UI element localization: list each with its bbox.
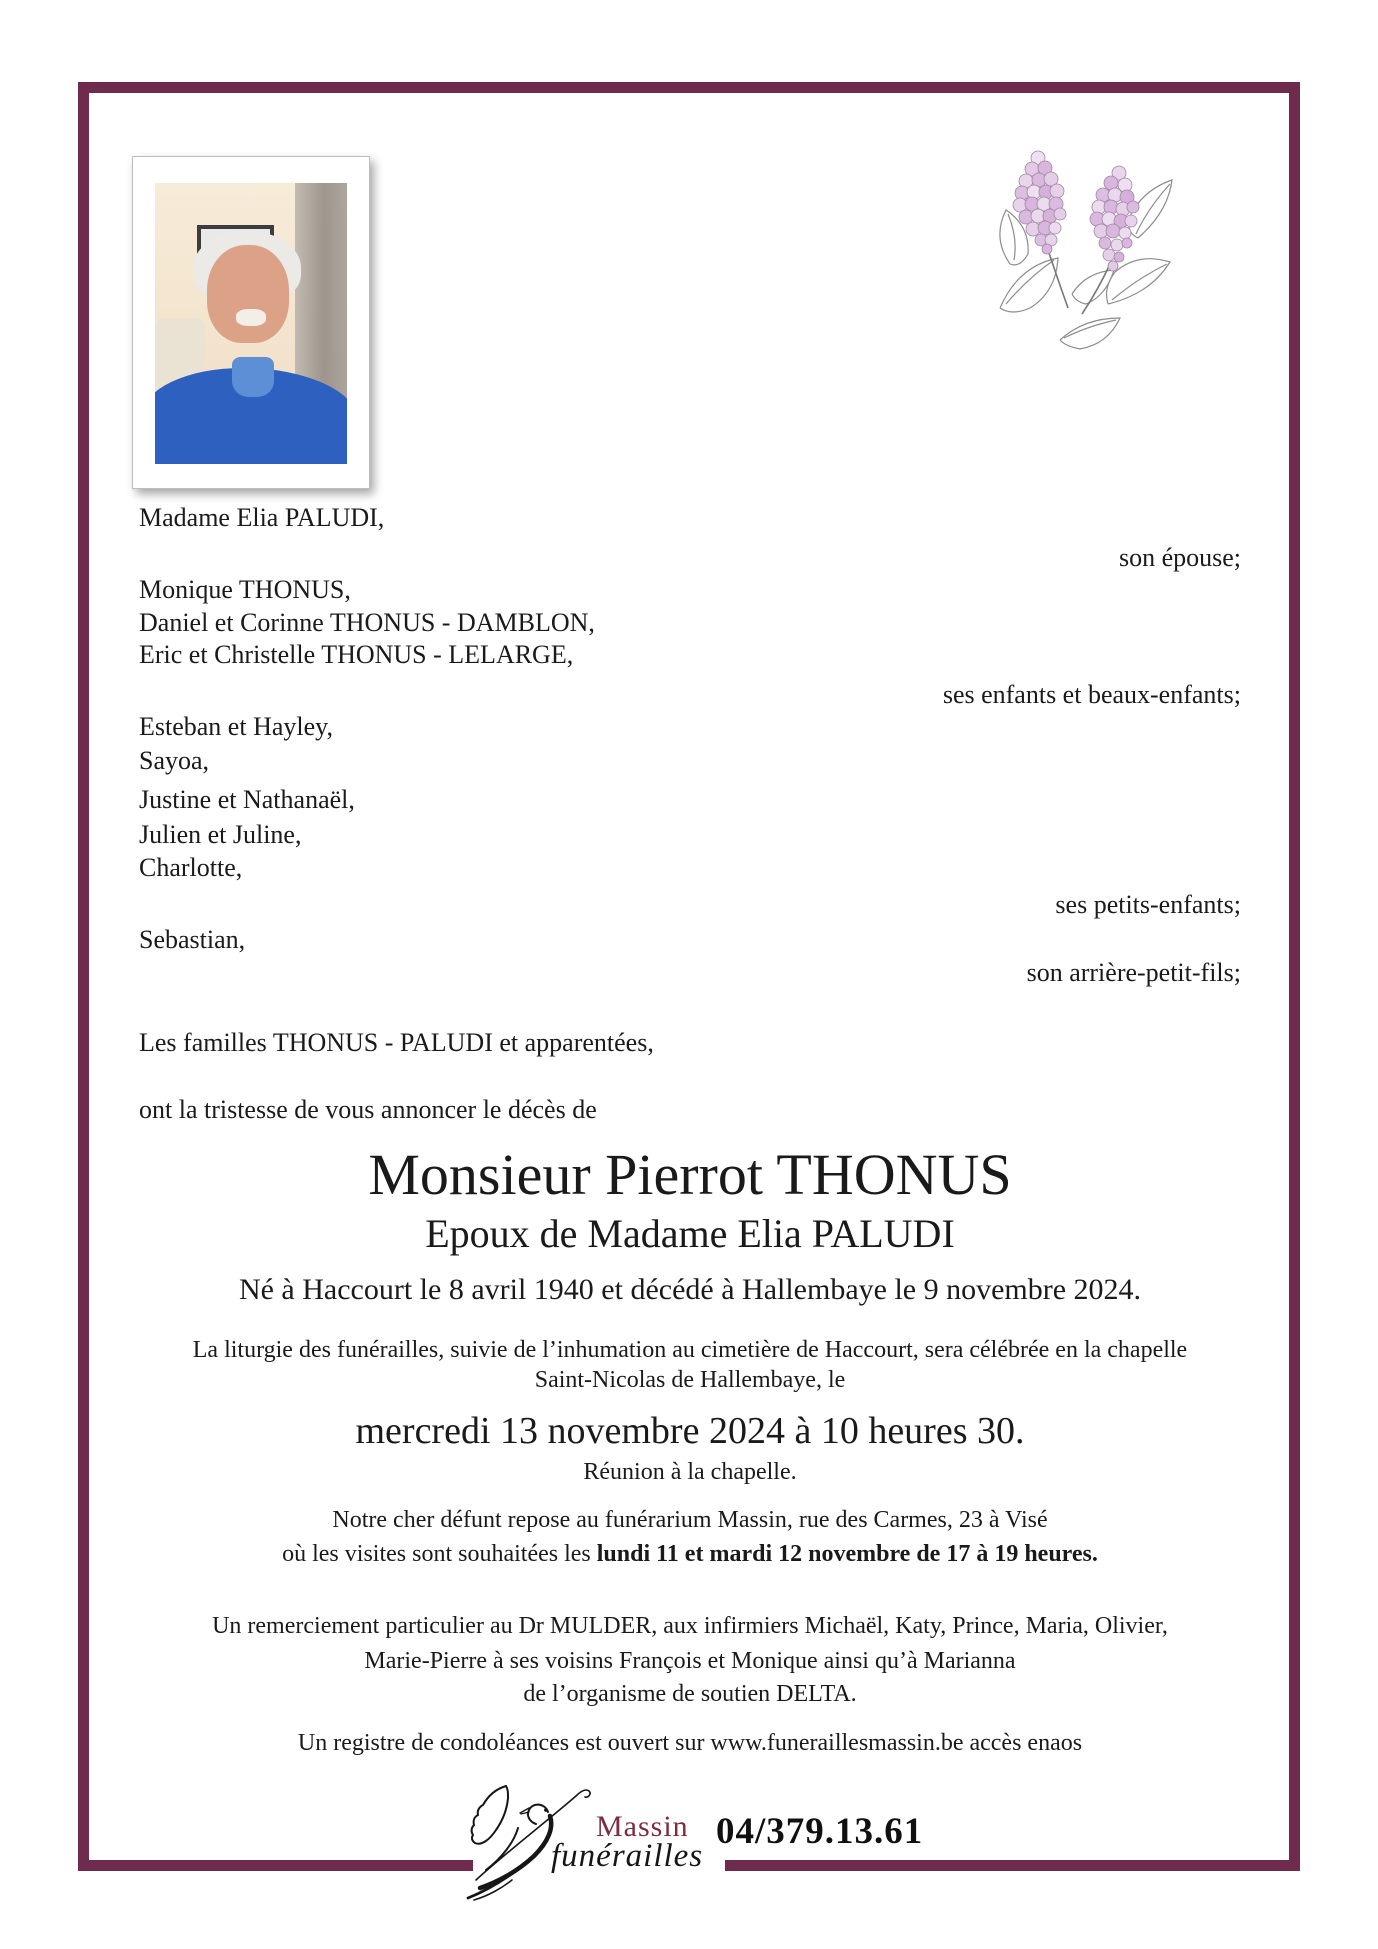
thanks-line-3: de l’organisme de soutien DELTA. [523, 1681, 857, 1707]
liturgy-line-1: La liturgie des funérailles, suivie de l’inhumation au cimetière de Haccourt, sera célébrée en la chapelle [192, 1337, 1188, 1363]
liturgy-line-2: Saint-Nicolas de Hallembaye, le [534, 1367, 846, 1393]
deceased-subtitle: Epoux de Madame Elia PALUDI [425, 1211, 955, 1256]
announcement-text [139, 0, 1241, 1949]
deceased-name-title: Monsieur Pierrot THONUS [368, 1142, 1012, 1207]
condolence-register-line: Un registre de condoléances est ouvert sur www.funeraillesmassin.be accès enaos [297, 1730, 1083, 1756]
brand-subtitle: funérailles [551, 1838, 704, 1874]
family-line-child-2: Daniel et Corinne THONUS - DAMBLON, [139, 608, 595, 637]
families-line: Les familles THONUS - PALUDI et apparentées, [139, 1028, 654, 1057]
family-line-child-1: Monique THONUS, [139, 575, 351, 604]
family-line-grandchild-4: Julien et Juline, [139, 820, 302, 849]
meeting-line: Réunion à la chapelle. [583, 1459, 797, 1485]
family-line-grandchild-3: Justine et Nathanaël, [139, 785, 355, 814]
brand-name: Massin [596, 1810, 689, 1843]
visits-prefix: où les visites sont souhaitées les [282, 1541, 597, 1567]
family-line-grandchild-5: Charlotte, [139, 853, 243, 882]
family-line-wife-name: Madame Elia PALUDI, [139, 503, 385, 532]
repose-line: Notre cher défunt repose au funérarium Massin, rue des Carmes, 23 à Visé [332, 1507, 1048, 1533]
family-role-grandchildren: ses petits-enfants; [1055, 890, 1241, 919]
family-line-greatgrandchild: Sebastian, [139, 925, 246, 954]
visits-dates-bold: lundi 11 et mardi 12 novembre de 17 à 19 heures. [596, 1541, 1098, 1567]
thanks-line-1: Un remerciement particulier au Dr MULDER, aux infirmiers Michaël, Katy, Prince, Maria, Olivier, [212, 1613, 1168, 1639]
phone-number: 04/379.13.61 [716, 1811, 924, 1852]
deceased-life-dates: Né à Haccourt le 8 avril 1940 et décédé à Hallembaye le 9 novembre 2024. [238, 1273, 1142, 1306]
family-line-grandchild-2: Sayoa, [139, 746, 210, 775]
family-line-child-3: Eric et Christelle THONUS - LELARGE, [139, 640, 574, 669]
family-role-greatgrandson: son arrière-petit-fils; [1026, 958, 1241, 987]
visits-line [139, 1540, 1241, 1569]
family-line-grandchild-1: Esteban et Hayley, [139, 712, 333, 741]
family-role-wife: son épouse; [1118, 543, 1241, 572]
family-role-children: ses enfants et beaux-enfants; [942, 680, 1241, 709]
ceremony-datetime: mercredi 13 novembre 2024 à 10 heures 30. [355, 1410, 1025, 1452]
sadness-announce-line: ont la tristesse de vous annoncer le décès de [139, 1095, 597, 1124]
thanks-line-2: Marie-Pierre à ses voisins François et Monique ainsi qu’à Marianna [364, 1648, 1016, 1674]
